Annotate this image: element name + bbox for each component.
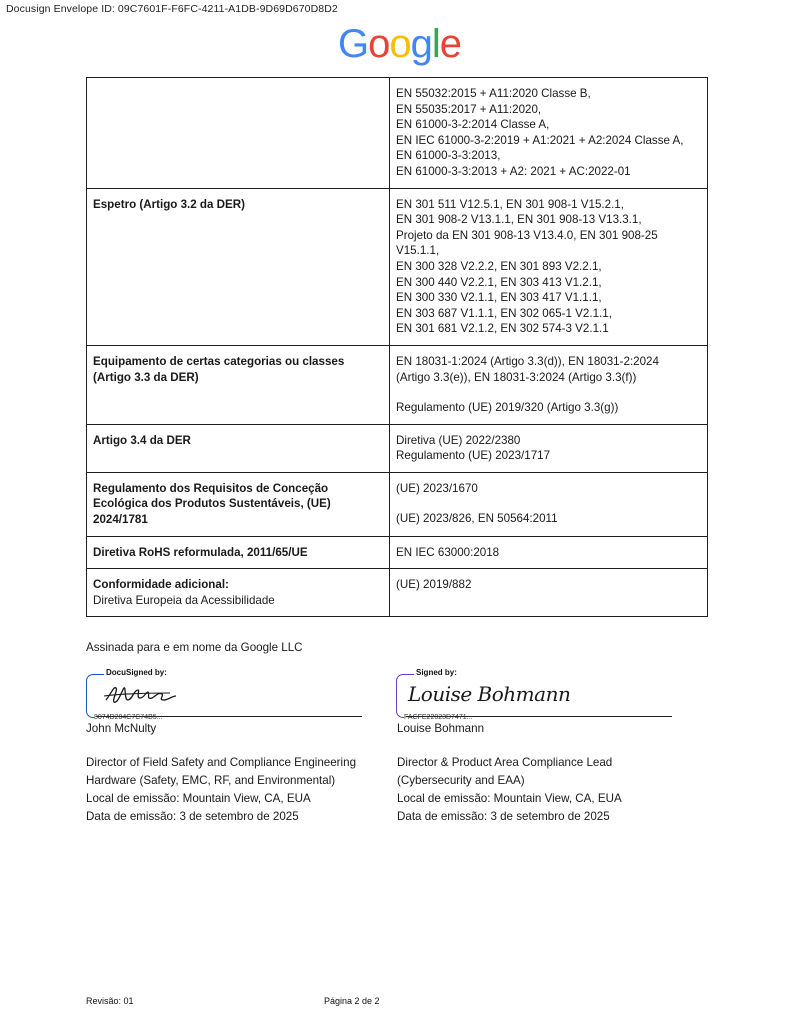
signature-frame-line: [406, 674, 414, 675]
standard-line: Projeto da EN 301 908-13 V13.4.0, EN 301 908-25: [396, 228, 658, 242]
standard-line: EN IEC 63000:2018: [396, 545, 500, 559]
logo-letter: g: [410, 22, 432, 66]
requirement-cell: [87, 569, 390, 617]
requirement-sublabel: Diretiva Europeia da Acessibilidade: [93, 593, 275, 607]
standard-line: EN 301 511 V12.5.1, EN 301 908-1 V15.2.1,: [396, 197, 624, 211]
handwritten-signature: [100, 682, 190, 708]
standard-line: EN 55032:2015 + A11:2020 Classe B,: [396, 87, 591, 100]
signer-detail-line: Local de emissão: Mountain View, CA, EUA: [397, 792, 622, 805]
signature-caption: DocuSigned by:: [106, 668, 167, 677]
standards-cell: [390, 345, 708, 424]
standard-line: EN 300 330 V2.1.1, EN 303 417 V1.1.1,: [396, 291, 602, 305]
logo-letter: e: [439, 22, 462, 66]
table-row: [87, 78, 708, 189]
requirement-cell: [87, 424, 390, 472]
standard-line: EN 300 328 V2.2.2, EN 301 893 V2.2.1,: [396, 259, 602, 273]
compliance-table: [86, 77, 708, 617]
requirement-cell: [87, 472, 390, 536]
requirement-label: Conformidade adicional:: [93, 578, 229, 592]
requirement-cell: [87, 345, 390, 424]
requirement-label: Espetro (Artigo 3.2 da DER): [93, 197, 246, 211]
standard-line: EN 61000-3-2:2014 Classe A,: [396, 118, 550, 132]
requirement-label: Artigo 3.4 da DER: [93, 433, 191, 447]
signer-detail-line: Data de emissão: 3 de setembro de 2025: [397, 810, 610, 823]
table-row: [87, 424, 708, 472]
docusign-signature-box: [396, 668, 696, 720]
standard-line: EN 301 908-2 V13.1.1, EN 301 908-13 V13.3.1,: [396, 213, 642, 227]
standard-line: Diretiva (UE) 2022/2380: [396, 433, 521, 447]
logo-letter: G: [338, 22, 369, 66]
envelope-id: Docusign Envelope ID: 09C7601F-F6FC-4211-A1DB-9D69D670D8D2: [6, 3, 338, 15]
standard-line: EN 61000-3-3:2013,: [396, 149, 501, 163]
signature-frame-line: [96, 674, 104, 675]
line-spacer: [396, 385, 701, 400]
signer-details: [397, 754, 622, 826]
standard-line: Regulamento (UE) 2023/1717: [396, 449, 551, 463]
standard-line: EN 55035:2017 + A11:2020,: [396, 102, 542, 116]
requirement-cell: [87, 188, 390, 345]
standard-line: EN 300 440 V2.2.1, EN 303 413 V1.2.1,: [396, 275, 602, 289]
standard-line: Regulamento (UE) 2019/320 (Artigo 3.3(g)): [396, 401, 619, 415]
standard-line: (UE) 2023/826, EN 50564:2011: [396, 512, 558, 526]
standard-line: EN 303 687 V1.1.1, EN 302 065-1 V2.1.1,: [396, 306, 612, 320]
signer-detail-line: (Cybersecurity and EAA): [397, 774, 525, 787]
table-row: [87, 569, 708, 617]
line-spacer: [396, 496, 701, 511]
standard-line: (Artigo 3.3(e)), EN 18031-3:2024 (Artigo 3.3(f)): [396, 370, 637, 384]
standard-line: EN 18031-1:2024 (Artigo 3.3(d)), EN 18031-2:2024: [396, 354, 659, 368]
page-number: Página 2 de 2: [324, 996, 380, 1006]
requirement-label: Regulamento dos Requisitos de Conceção Ecológica dos Produtos Sustentáveis, (UE) 2024/1781: [93, 481, 331, 527]
logo-letter: l: [431, 22, 440, 66]
standard-line: EN IEC 61000-3-2:2019 + A1:2021 + A2:2024 Classe A,: [396, 133, 684, 147]
table-row: [87, 345, 708, 424]
standards-cell: [390, 78, 708, 189]
standards-cell: [390, 536, 708, 569]
standard-line: EN 61000-3-3:2013 + A2: 2021 + AC:2022-01: [396, 164, 631, 178]
signature-hash: FACFE22023D7471...: [404, 714, 473, 721]
requirement-label: Equipamento de certas categorias ou classes (Artigo 3.3 da DER): [93, 354, 345, 384]
standard-line: V15.1.1,: [396, 244, 440, 258]
standards-cell: [390, 188, 708, 345]
standards-cell: [390, 569, 708, 617]
standard-line: EN 301 681 V2.1.2, EN 302 574-3 V2.1.1: [396, 322, 609, 336]
signature-line: [406, 716, 672, 717]
signer-name: Louise Bohmann: [397, 722, 485, 735]
google-logo: [338, 20, 462, 68]
signer-detail-line: Local de emissão: Mountain View, CA, EUA: [86, 792, 311, 805]
logo-letter: o: [389, 22, 411, 66]
standard-line: (UE) 2019/882: [396, 578, 472, 592]
signer-details: [86, 754, 356, 826]
requirement-cell: [87, 78, 390, 189]
logo-letter: o: [368, 22, 390, 66]
revision-label: Revisão: 01: [86, 996, 134, 1006]
standards-cell: [390, 472, 708, 536]
docusign-signature-box: [86, 668, 386, 720]
requirement-cell: [87, 536, 390, 569]
signer-detail-line: Director & Product Area Compliance Lead: [397, 756, 613, 769]
signature-hash: 8074D284C7C74B5...: [94, 714, 163, 721]
signer-detail-line: Data de emissão: 3 de setembro de 2025: [86, 810, 299, 823]
table-row: [87, 188, 708, 345]
signature-caption: Signed by:: [416, 668, 457, 677]
signature-frame: [86, 674, 99, 718]
signer-name: John McNulty: [86, 722, 157, 735]
standard-line: (UE) 2023/1670: [396, 481, 478, 495]
standards-cell: [390, 424, 708, 472]
table-row: [87, 536, 708, 569]
table-row: [87, 472, 708, 536]
signed-intro: Assinada para e em nome da Google LLC: [86, 641, 303, 654]
handwritten-signature: Louise Bohmann: [408, 682, 571, 706]
signer-detail-line: Hardware (Safety, EMC, RF, and Environmental): [86, 774, 336, 787]
requirement-label: Diretiva RoHS reformulada, 2011/65/UE: [93, 545, 308, 559]
signer-detail-line: Director of Field Safety and Compliance Engineering: [86, 756, 357, 769]
signature-line: [96, 716, 362, 717]
